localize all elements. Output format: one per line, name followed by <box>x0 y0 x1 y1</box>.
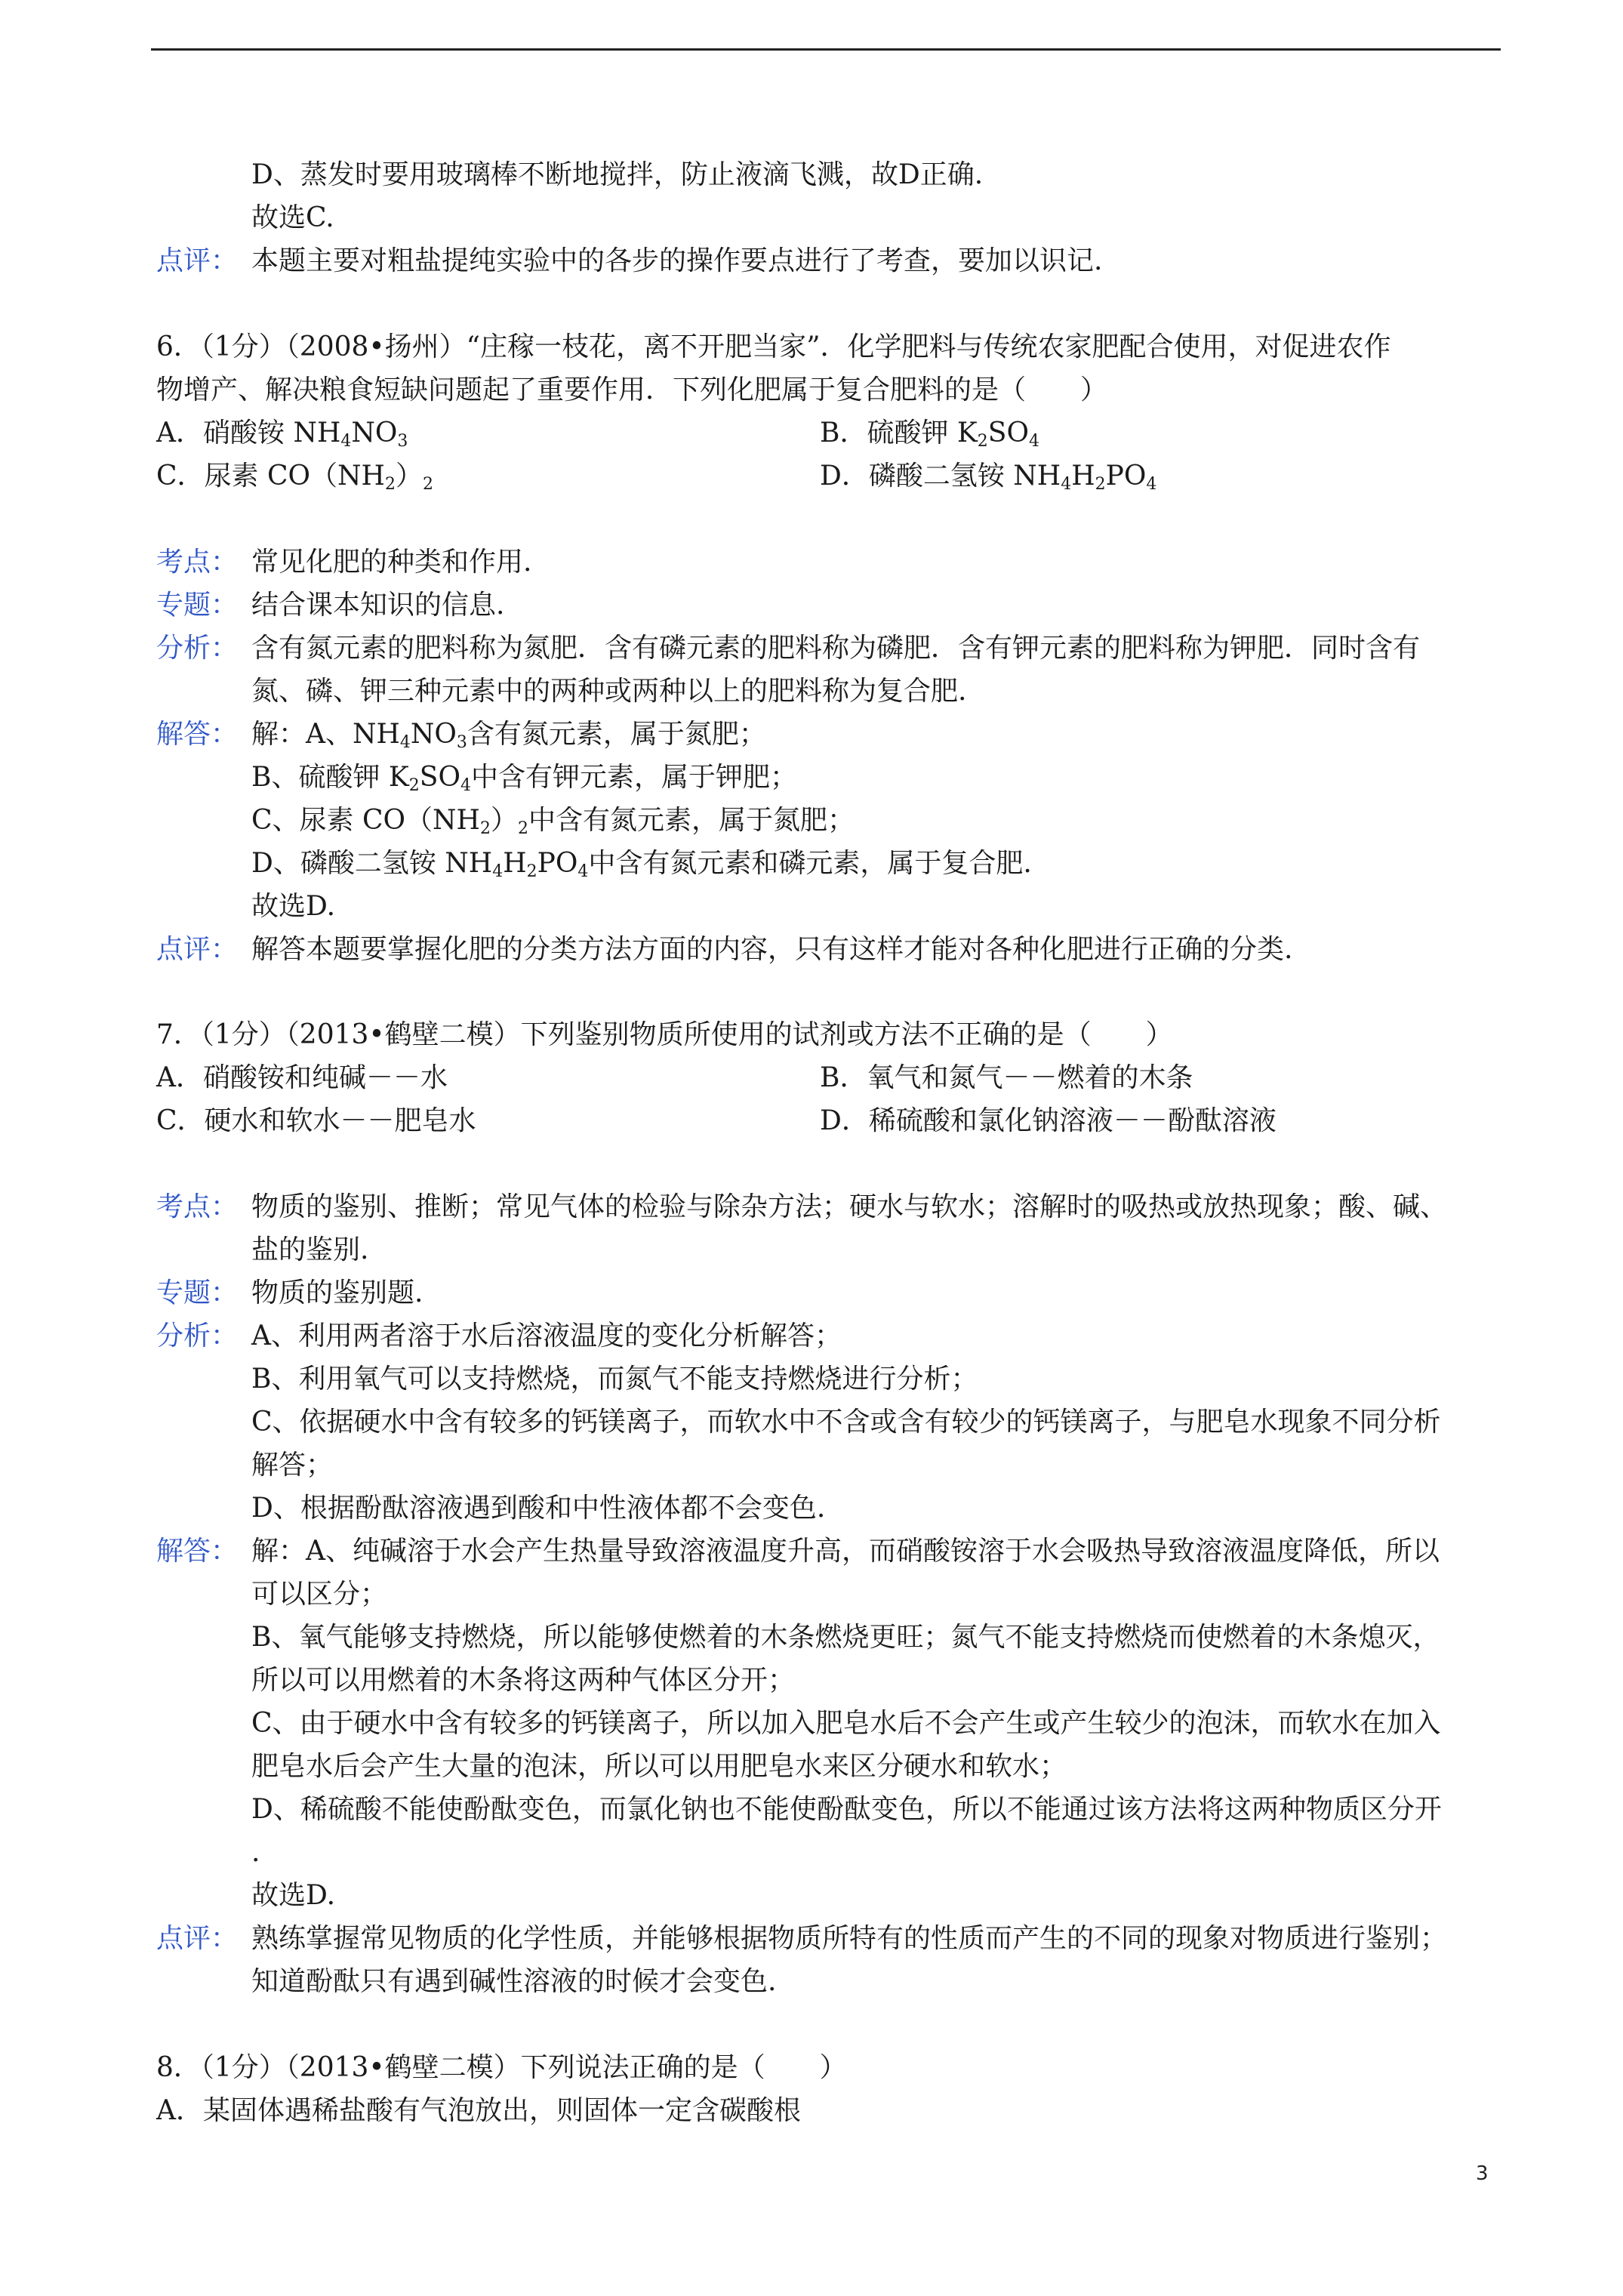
q6-kaodian-label: 考点： <box>156 547 239 578</box>
q6-kaodian-text: 常见化肥的种类和作用. <box>251 547 532 578</box>
q6-option-c: C．尿素 $CO(NH_2)_2$ <box>156 461 433 494</box>
q7-dianping-line1: 熟练掌握常见物质的化学性质，并能够根据物质所特有的性质而产生的不同的现象对物质进行鉴别； <box>251 1923 1448 1954</box>
q7-kaodian-label: 考点： <box>156 1191 239 1222</box>
q6-option-d: D．磷酸二氢铵 $NH_4H_2PO_4$ <box>820 461 1157 494</box>
q6-jieda-a: 解：A、$NH_4NO_3$含有氮元素，属于氮肥； <box>251 719 766 752</box>
q7-jieda-b-line2: 所以可以用燃着的木条将这两种气体区分开； <box>251 1665 796 1696</box>
q6-jieda-c: C、尿素 $CO(NH_2)_2$中含有氮元素，属于氮肥； <box>251 805 855 838</box>
q6-fenxi-line1: 含有氮元素的肥料称为氮肥．含有磷元素的肥料称为磷肥．含有钾元素的肥料称为钾肥．同时含有 <box>251 633 1421 664</box>
q7-fenxi-c-line2: 解答； <box>251 1450 334 1481</box>
q7-option-a: A．硝酸铵和纯碱－－水 <box>156 1062 448 1093</box>
prev-answer: 故选C. <box>251 202 334 233</box>
q7-zhuanti-label: 专题： <box>156 1277 239 1308</box>
q6-option-a: A．硝酸铵 $NH_4NO_3$ <box>156 418 408 451</box>
prev-comment-label: 点评： <box>156 245 239 276</box>
q6-jieda-d: D、磷酸二氢铵 $NH_4H_2PO_4$中含有氮元素和磷元素，属于复合肥. <box>251 848 1032 881</box>
page-number: 3 <box>1476 2162 1489 2185</box>
q7-jieda-a-line2: 可以区分； <box>251 1579 388 1610</box>
q7-kaodian-line1: 物质的鉴别、推断；常见气体的检验与除杂方法；硬水与软水；溶解时的吸热或放热现象；酸、碱、 <box>251 1191 1448 1222</box>
q7-jieda-b-line1: B、氧气能够支持燃烧，所以能够使燃着的木条燃烧更旺；氮气不能支持燃烧而使燃着的木条熄灭， <box>251 1622 1440 1653</box>
q6-fenxi-label: 分析： <box>156 633 239 664</box>
q7-stem: 7．（1分）（2013•鹤壁二模）下列鉴别物质所使用的试剂或方法不正确的是（ ） <box>156 1019 1173 1050</box>
q8-option-a: A．某固体遇稀盐酸有气泡放出，则固体一定含碳酸根 <box>156 2095 801 2126</box>
q7-fenxi-d: D、根据酚酞溶液遇到酸和中性液体都不会变色. <box>251 1493 826 1524</box>
q7-kaodian-line2: 盐的鉴别. <box>251 1234 369 1265</box>
q6-dianping-label: 点评： <box>156 934 239 965</box>
q8-stem: 8．（1分）（2013•鹤壁二模）下列说法正确的是（ ） <box>156 2052 847 2083</box>
q7-fenxi-label: 分析： <box>156 1321 239 1351</box>
q6-fenxi-line2: 氮、磷、钾三种元素中的两种或两种以上的肥料称为复合肥. <box>251 676 967 707</box>
prev-comment-text: 本题主要对粗盐提纯实验中的各步的操作要点进行了考查，要加以识记. <box>251 245 1103 276</box>
q7-zhuanti-text: 物质的鉴别题. <box>251 1277 423 1308</box>
q7-dianping-label: 点评： <box>156 1923 239 1954</box>
q6-zhuanti-text: 结合课本知识的信息. <box>251 590 505 621</box>
q6-option-b: B．硫酸钾 $K_2SO_4$ <box>820 418 1039 451</box>
q6-dianping-text: 解答本题要掌握化肥的分类方法方面的内容，只有这样才能对各种化肥进行正确的分类. <box>251 934 1293 965</box>
q6-zhuanti-label: 专题： <box>156 590 239 621</box>
q7-option-c: C．硬水和软水－－肥皂水 <box>156 1105 476 1136</box>
q7-fenxi-b: B、利用氧气可以支持燃烧，而氮气不能支持燃烧进行分析； <box>251 1364 978 1395</box>
q7-fenxi-a: A、利用两者溶于水后溶液温度的变化分析解答； <box>251 1321 842 1351</box>
q7-jieda-c-line1: C、由于硬水中含有较多的钙镁离子，所以加入肥皂水后不会产生或产生较少的泡沫，而软水在加入 <box>251 1708 1441 1739</box>
q7-dianping-line2: 知道酚酞只有遇到碱性溶液的时候才会变色. <box>251 1966 777 1997</box>
q7-jieda-c-line2: 肥皂水后会产生大量的泡沫，所以可以用肥皂水来区分硬水和软水； <box>251 1751 1067 1782</box>
q7-answer: 故选D. <box>251 1880 336 1911</box>
q7-fenxi-c-line1: C、依据硬水中含有较多的钙镁离子，而软水中不含或含有较少的钙镁离子，与肥皂水现象不同分析 <box>251 1407 1441 1438</box>
q7-option-d: D．稀硫酸和氯化钠溶液－－酚酞溶液 <box>820 1105 1277 1136</box>
header-rule <box>151 48 1501 51</box>
q6-stem-line1: 6．（1分）（2008•扬州）“庄稼一枝花，离不开肥当家”．化学肥料与传统农家肥配合使用，对促进农作 <box>156 331 1391 362</box>
q7-jieda-d-line2: . <box>251 1837 260 1868</box>
q7-jieda-label: 解答： <box>156 1536 239 1567</box>
q6-stem-line2: 物增产、解决粮食短缺问题起了重要作用．下列化肥属于复合肥料的是（ ） <box>156 374 1108 405</box>
prev-option-d-explanation: D、蒸发时要用玻璃棒不断地搅拌，防止液滴飞溅，故D正确. <box>251 159 984 190</box>
q7-jieda-d-line1: D、稀硫酸不能使酚酞变色，而氯化钠也不能使酚酞变色，所以不能通过该方法将这两种物质区分开 <box>251 1794 1442 1825</box>
q6-answer: 故选D. <box>251 891 336 922</box>
q7-option-b: B．氧气和氮气－－燃着的木条 <box>820 1062 1193 1093</box>
q6-jieda-b: B、硫酸钾 $K_2SO_4$中含有钾元素，属于钾肥； <box>251 762 797 795</box>
q7-jieda-a-line1: 解：A、纯碱溶于水会产生热量导致溶液温度升高，而硝酸铵溶于水会吸热导致溶液温度降低，所以 <box>251 1536 1440 1567</box>
q6-jieda-label: 解答： <box>156 719 239 750</box>
